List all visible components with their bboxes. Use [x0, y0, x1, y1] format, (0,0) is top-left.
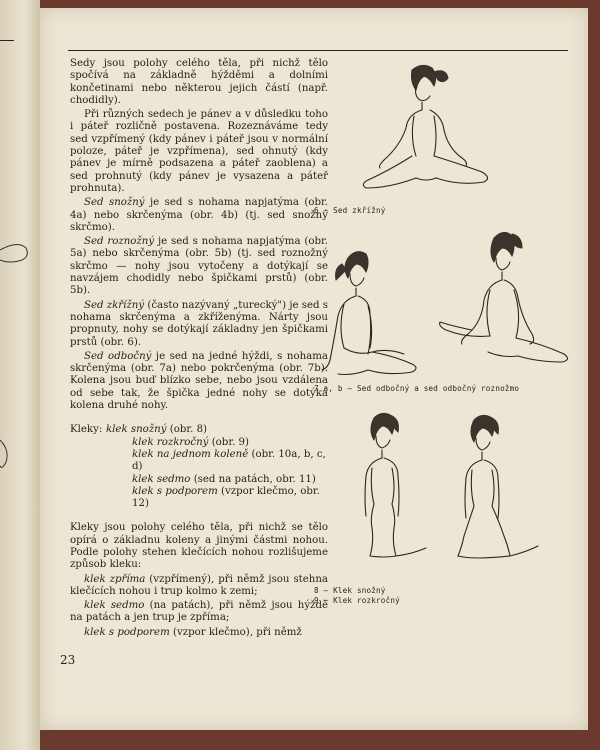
paragraph-panev: Při různých sedech je pánev a v důsledku toho i páteř rozličně postavena. Rozeznáváme tedy sed vzpřímený (kdy pánev i páteř jsou v normální poloze, páteř je vzpřímena), sed ohnutý (kdy pánev je mírně podsazena a páteř zaoblena) a sed prohnutý (kdy pánev je vysazena a páteř prohnuta).	[70, 109, 328, 194]
term-sed-odbocny: Sed odbočný	[84, 350, 152, 362]
paragraph-klek-podpor	[70, 627, 328, 639]
list-item-term: klek rozkročný	[132, 436, 209, 448]
caption-fig-7: 7 a, b — Sed odbočný a sed odbočný roznožmo	[314, 384, 520, 393]
list-item-text: (sed na patách, obr. 11)	[190, 473, 316, 485]
list-item-term: klek snožný	[106, 424, 167, 436]
paragraph-sed-zkrizny	[70, 300, 328, 349]
text-sed-zkrizny: (často nazývaný „turecký") je sed s nohama skrčenýma a zkříženýma. Nárty jsou propnuty, nohy se dotýkají základny jen špičkami prstů (obr. 6).	[70, 299, 328, 348]
list-item-text: (obr. 8)	[166, 424, 208, 436]
list-item-term: klek s podporem	[132, 485, 218, 497]
caption-fig-6: 6 — Sed zkřížný	[314, 206, 386, 215]
text-klek-sedmo: (na patách), při němž jsou hýždě na patách a jen trup je zpříma;	[70, 600, 328, 624]
caption-fig-8: 8 — Klek snožný	[314, 586, 386, 595]
spine-mark	[0, 40, 14, 41]
list-item-text: (obr. 10a, b, c, d)	[132, 448, 326, 473]
kleky-label: Kleky:	[70, 424, 103, 436]
list-item-term: klek sedmo	[132, 473, 191, 485]
text-column	[70, 58, 328, 641]
kleky-list	[70, 424, 328, 510]
list-item-text: (vzpor klečmo, obr. 12)	[132, 485, 320, 510]
term-klek-zprima: klek zpříma	[84, 573, 146, 585]
term-sed-zkrizny: Sed zkřížný	[84, 299, 145, 311]
caption-fig-9: 9 — Klek rozkročný	[314, 596, 400, 605]
text-sed-roznozny: je sed s nohama napjatýma (obr. 5a) nebo skrčenýma (obr. 5b) (tj. sed roznožný skrčmo — nohy jsou vytočeny a dotýkají se navzájem chodidly nebo špičkami prstů) (obr. 5b).	[70, 236, 328, 297]
list-item	[106, 474, 328, 486]
text-sed-snozny: je sed s nohama napjatýma (obr. 4a) nebo skrčenýma (obr. 4b) (tj. sed snožný skrčmo).	[70, 197, 329, 233]
figure-7b-side-sit-straddle	[432, 226, 582, 386]
paragraph-sed-roznozny	[70, 236, 328, 297]
figure-6-cross-legged-sit	[350, 60, 500, 200]
term-sed-roznozny: Sed roznožný	[84, 236, 155, 248]
paragraph-sed-snozny	[70, 197, 328, 234]
figure-8-kneel-feet-together	[340, 408, 430, 578]
text-sed-odbocny: je sed na jedné hýždi, s nohama skrčenýma (obr. 7a) nebo pokrčenýma (obr. 7b). Kolena jsou buď blízko sebe, nebo jsou vzdálena od sebe tak, že špička jedné nohy se dotýká kolena druhé nohy.	[70, 350, 328, 412]
book-page	[40, 8, 588, 730]
facing-page-sketch-fragment	[0, 230, 40, 490]
list-item-text: (obr. 9)	[208, 436, 250, 448]
list-item	[106, 449, 328, 474]
term-klek-sedmo: klek sedmo	[84, 600, 145, 612]
term-klek-podpor: klek s podporem	[84, 626, 170, 638]
term-sed-snozny: Sed snožný	[84, 197, 145, 209]
figure-9-kneel-straddle	[434, 410, 544, 580]
text-klek-zprima: (vzpřímený), při němž jsou stehna klečících nohou i trup kolmo k zemi;	[70, 573, 328, 597]
list-item	[106, 424, 328, 436]
figure-7a-side-sit	[308, 244, 438, 384]
paragraph-sed-odbocny	[70, 351, 328, 412]
paragraph-sedy-definition: Sedy jsou polohy celého těla, při nichž tělo spočívá na základně hýžděmi a dolními končetinami nebo některou jejich částí (např. chodidly).	[70, 58, 328, 106]
list-item	[106, 486, 328, 511]
paragraph-kleky-definition: Kleky jsou polohy celého těla, při nichž se tělo opírá o základnu koleny a jinými částmi nohou. Podle polohy stehen klečících nohou rozlišujeme způsob kleku:	[70, 522, 328, 571]
list-item	[106, 437, 328, 449]
header-rule	[68, 50, 568, 51]
text-klek-podpor: (vzpor klečmo), při němž	[169, 626, 302, 638]
paragraph-klek-sedmo	[70, 600, 328, 625]
list-item-term: klek na jednom koleně	[132, 448, 249, 460]
page-number: 23	[60, 653, 76, 667]
paragraph-klek-zprima	[70, 574, 328, 599]
